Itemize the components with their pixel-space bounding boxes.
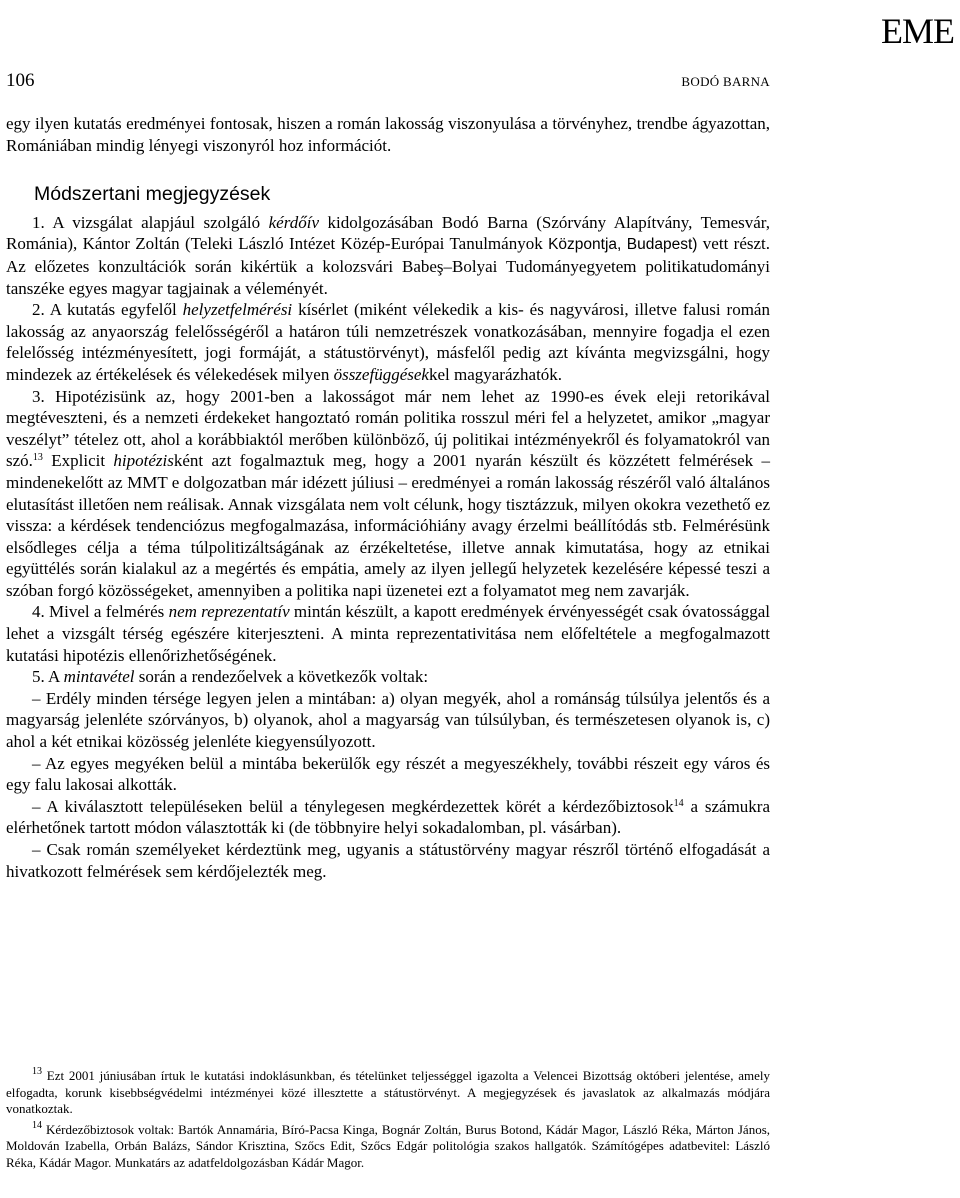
p3-text-b: Explicit — [42, 451, 114, 471]
footnote-ref-13[interactable]: 13 — [32, 452, 43, 464]
intro-paragraph: egy ilyen kutatás eredményei fontosak, hiszen a román lakosság viszonyulása a törvényhez, trendbe ágyazottan, Romániában mindig lényegi viszonyról hoz információt. — [6, 114, 770, 155]
p2-text-a: 2. A kutatás egyfelől — [32, 300, 183, 320]
list-item: – Csak román személyeket kérdeztünk meg, ugyanis a státustörvény magyar részről történő elfogadását a hivatkozott felmérések sem kérdőjelezték meg. — [6, 840, 770, 881]
footnote-14 — [6, 1119, 770, 1172]
paragraph-4 — [6, 601, 770, 666]
page-number: 106 — [6, 70, 35, 91]
paragraph-1 — [6, 212, 770, 299]
p5-italic: mintavétel — [63, 667, 135, 687]
p4-italic: nem reprezentatív — [168, 602, 290, 622]
p1-italic: kérdőív — [268, 212, 319, 232]
footnote-13-number: 13 — [32, 1066, 42, 1077]
p2-text-c: kísérlet (miként vélekedik a kis- és nagyvárosi, illetve falusi román lakosság az anyaország felelősségéről a határon túli nemzetrészek vonatkozásában, mennyire fogadja el ezen felelősség intézményesített, jogi formáját, a státustörvényt), másfelől pedig azt kívánta megvizsgálni, hogy mindezek az értékelések és vélekedések milyen — [6, 300, 770, 384]
list-item — [6, 796, 770, 839]
p1-text-d: Központja, Budapest) — [548, 236, 698, 254]
p2-text-e: kel magyarázhatók. — [428, 364, 563, 384]
list-item: – Erdély minden térsége legyen jelen a mintában: a) olyan megyék, ahol a románság túlsúlya jelentős és a magyarság jelenléte szórványos, b) olyanok, ahol a magyarság van túlsúlyban, és természetesen olyanok is, c) ahol a két etnikai közösség jelenléte kiegyensúlyozott. — [6, 688, 770, 752]
p3-italic: hipotézis — [113, 451, 174, 471]
publisher-logo: EME — [881, 11, 954, 51]
p3-text-d: ként azt fogalmaztuk meg, hogy a 2001 nyarán készült és közzétett felmérések – mindenekelőtt az MMT e dolgozatban már idézett júliusi – eredményei a román lakosság részéről való általános elutasítást illetően nem reálisak. Annak vizsgálata nem volt célunk, hogy tisztázzuk, milyen okokra vezethető ez vissza: a kérdések tendenciózus megfogalmazása, információhiány avagy érzelmi beállítódás stb. Felmérésünk elsődleges célja a téma túlpolitizáltságának az érzékeltetése, illetve annak kimutatása, hogy az etnikai együttélés során kialakul az a megértés és empátia, amely az ilyen jellegű helyzetek kezelésére képessé teszi a szóban forgó közösségeket, amennyiben a politika napi üzenetei ezt a folyamatot meg nem zavarják. — [6, 451, 770, 600]
p4-text-c: mintán készült, a kapott eredmények érvényességét csak óvatossággal lehet a vizsgált térség egészére kiterjeszteni. A minta reprezentativitása nem előfeltétele a megfogalmazott kutatási hipotézis ellenőrizhetőségének. — [6, 602, 770, 665]
list-item: – Az egyes megyéken belül a mintába bekerülők egy részét a megyeszékhely, további részeit egy város és egy falu lakosai alkották. — [6, 753, 770, 795]
footnote-14-number: 14 — [32, 1119, 42, 1131]
bullet-3-text-b: a számukra elérhetőnek tartott módon választották ki (de többnyire helyi sokadalomban, pl. vásárban). — [6, 796, 771, 838]
p1-text-c: kidolgozásában Bodó Barna (Szórvány Alapítvány, Temesvár, Románia), Kántor Zoltán (Teleki László Intézet Közép-Európai Tanulmányok — [6, 212, 771, 254]
footnote-13-text: Ezt 2001 júniusában írtuk le kutatási indoklásunkban, és tételünket teljességgel igazolta a Velencei Bizottság októberi jelentése, amely elfogadta, korunk kisebbségvédelmi intézményei közé illesztette a státustörvényt. A megjegyzések és javaslatok az alkalmazás módjára vonatkoztak. — [6, 1068, 770, 1117]
p4-text-a: 4. Mivel a felmérés — [32, 602, 169, 622]
footnotes — [6, 1068, 770, 1176]
footnote-13 — [6, 1068, 770, 1118]
running-head: BODÓ BARNA — [681, 74, 770, 89]
p5-text-a: 5. A — [32, 667, 64, 687]
paragraph-2 — [6, 299, 770, 385]
p1-text-e: vett részt. Az előzetes konzultációk során kikértük a kolozsvári Babeş–Bolyai Tudományegyetem politikatudományi tanszéke egyes magyar tagjainak a véleményét. — [6, 234, 770, 298]
p5-text-c: során a rendezőelvek a következők voltak: — [134, 667, 429, 687]
bullet-3-text-a: – A kiválasztott településeken belül a ténylegesen megkérdezettek körét a kérdezőbiztosok — [32, 796, 674, 816]
p1-text-a: 1. A vizsgálat alapjául szolgáló — [32, 212, 269, 232]
paragraph-5 — [6, 666, 770, 688]
footnote-14-text: Kérdezőbiztosok voltak: Bartók Annamária, Bíró-Pacsa Kinga, Bognár Zoltán, Burus Botond, Kádár Magor, László Réka, Márton János, Moldován Izabella, Orbán Balázs, Sándor Krisztina, Szőcs Edit, Szőcs Edgár politológia szakos hallgatók. Számítógépes adatbevitel: László Réka, Kádár Magor. Munkatárs az adatfeldolgozásban Kádár Magor. — [6, 1121, 770, 1170]
p3-text-a: 3. Hipotézisünk az, hogy 2001-ben a lakosságot már nem lehet az 1990-es évek eleji retorikával megtéveszteni, és a nemzeti érdekeket hangoztató román politika rosszul méri fel a helyzetet, amikor „magyar veszélyt” tételez ott, ahol a korábbiaktól merőben különböző, új politikai intézményekről és folyamatokról van szó. — [6, 386, 770, 471]
body-text — [6, 113, 770, 882]
footnote-ref-14[interactable]: 14 — [673, 797, 684, 809]
section-heading: Módszertani megjegyzések — [34, 183, 271, 206]
paragraph-3 — [6, 386, 770, 602]
p2-italic-2: összefüggések — [333, 364, 429, 384]
p2-italic-1: helyzetfelmérési — [182, 300, 293, 320]
